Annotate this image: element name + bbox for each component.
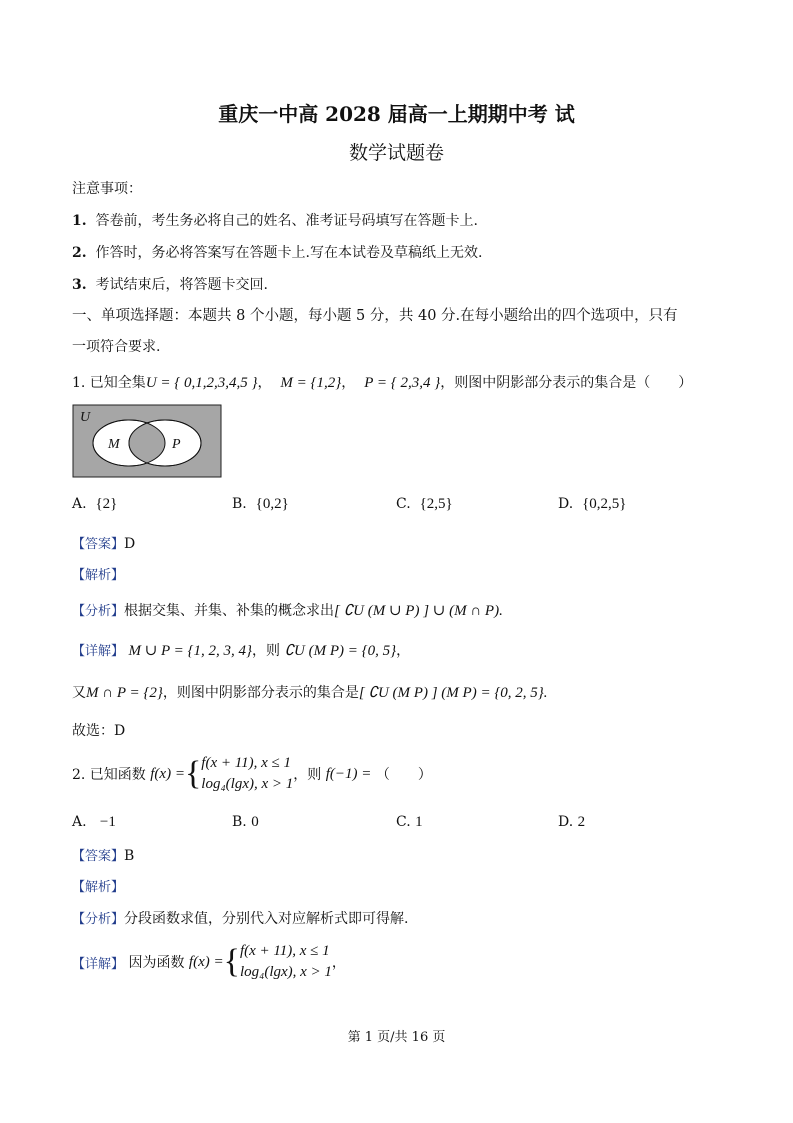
q1-option-d: D. {0,2,5} bbox=[558, 496, 627, 512]
q2-option-b: B. 0 bbox=[232, 814, 259, 830]
exam-title: 重庆一中高 2028 届高一上期期中考 试 bbox=[218, 102, 575, 126]
q1-analysis-tag: 【解析】 bbox=[72, 568, 125, 583]
q1-option-b: B. {0,2} bbox=[232, 496, 289, 512]
note-item-1: 1. 答卷前，考生务必将自己的姓名、准考证号码填写在答题卡上. bbox=[72, 213, 478, 229]
q2-answer: 【答案】B bbox=[72, 848, 135, 864]
q1-option-a: A. {2} bbox=[72, 496, 118, 512]
venn-label-p: P bbox=[172, 437, 181, 452]
q2-fenxi: 【分析】分段函数求值，分别代入对应解析式即可得解. bbox=[72, 911, 409, 927]
section-heading-line2: 一项符合要求. bbox=[72, 339, 161, 355]
q2-option-c: C. 1 bbox=[396, 814, 423, 830]
q1-answer: 【答案】D bbox=[72, 536, 136, 552]
q2-option-a: A. −1 bbox=[72, 814, 116, 830]
q2-option-d: D. 2 bbox=[558, 814, 586, 830]
venn-label-m: M bbox=[108, 437, 120, 452]
venn-label-u: U bbox=[80, 410, 91, 425]
q1-detail: 【详解】 M ∪ P = {1, 2, 3, 4}，则 ∁U (M P) = {0, 5}， bbox=[72, 643, 411, 659]
q1-detail-line2: 又M ∩ P = {2}，则图中阴影部分表示的集合是[ ∁U (M P) ] (M P) = {0, 2, 5}. bbox=[72, 685, 548, 701]
note-item-2: 2. 作答时，务必将答案写在答题卡上.写在本试卷及草稿纸上无效. bbox=[72, 245, 483, 261]
q1-choose: 故选：D bbox=[72, 723, 126, 739]
q1-option-c: C. {2,5} bbox=[396, 496, 453, 512]
section-heading-line1: 一、单项选择题：本题共 8 个小题，每小题 5 分，共 40 分.在每小题给出的四个选项中，只有 bbox=[72, 308, 678, 324]
q2-stem: 2. 已知函数 f(x) = { f(x + 11), x ≤ 1 log₄(lgx), x > 1 ，则 f(−1) = （ ） bbox=[72, 755, 432, 792]
q2-analysis-tag: 【解析】 bbox=[72, 880, 125, 895]
q1-stem: 1. 已知全集U = { 0,1,2,3,4,5 }， M = {1,2}， P = { 2,3,4 }，则图中阴影部分表示的集合是（ ） bbox=[72, 375, 693, 391]
q1-fenxi: 【分析】根据交集、并集、补集的概念求出[ ∁U (M ∪ P) ] ∪ (M ∩ P). bbox=[72, 603, 503, 619]
note-item-3: 3. 考试结束后，将答题卡交回. bbox=[72, 277, 268, 293]
venn-diagram bbox=[72, 404, 222, 478]
exam-subtitle: 数学试题卷 bbox=[348, 142, 444, 164]
notes-heading: 注意事项： bbox=[72, 181, 142, 197]
q2-detail: 【详解】 因为函数 f(x) = { f(x + 11), x ≤ 1 log₄(lgx), x > 1 ， bbox=[72, 943, 346, 980]
page-number: 第 1 页/共 16 页 bbox=[347, 1030, 446, 1045]
